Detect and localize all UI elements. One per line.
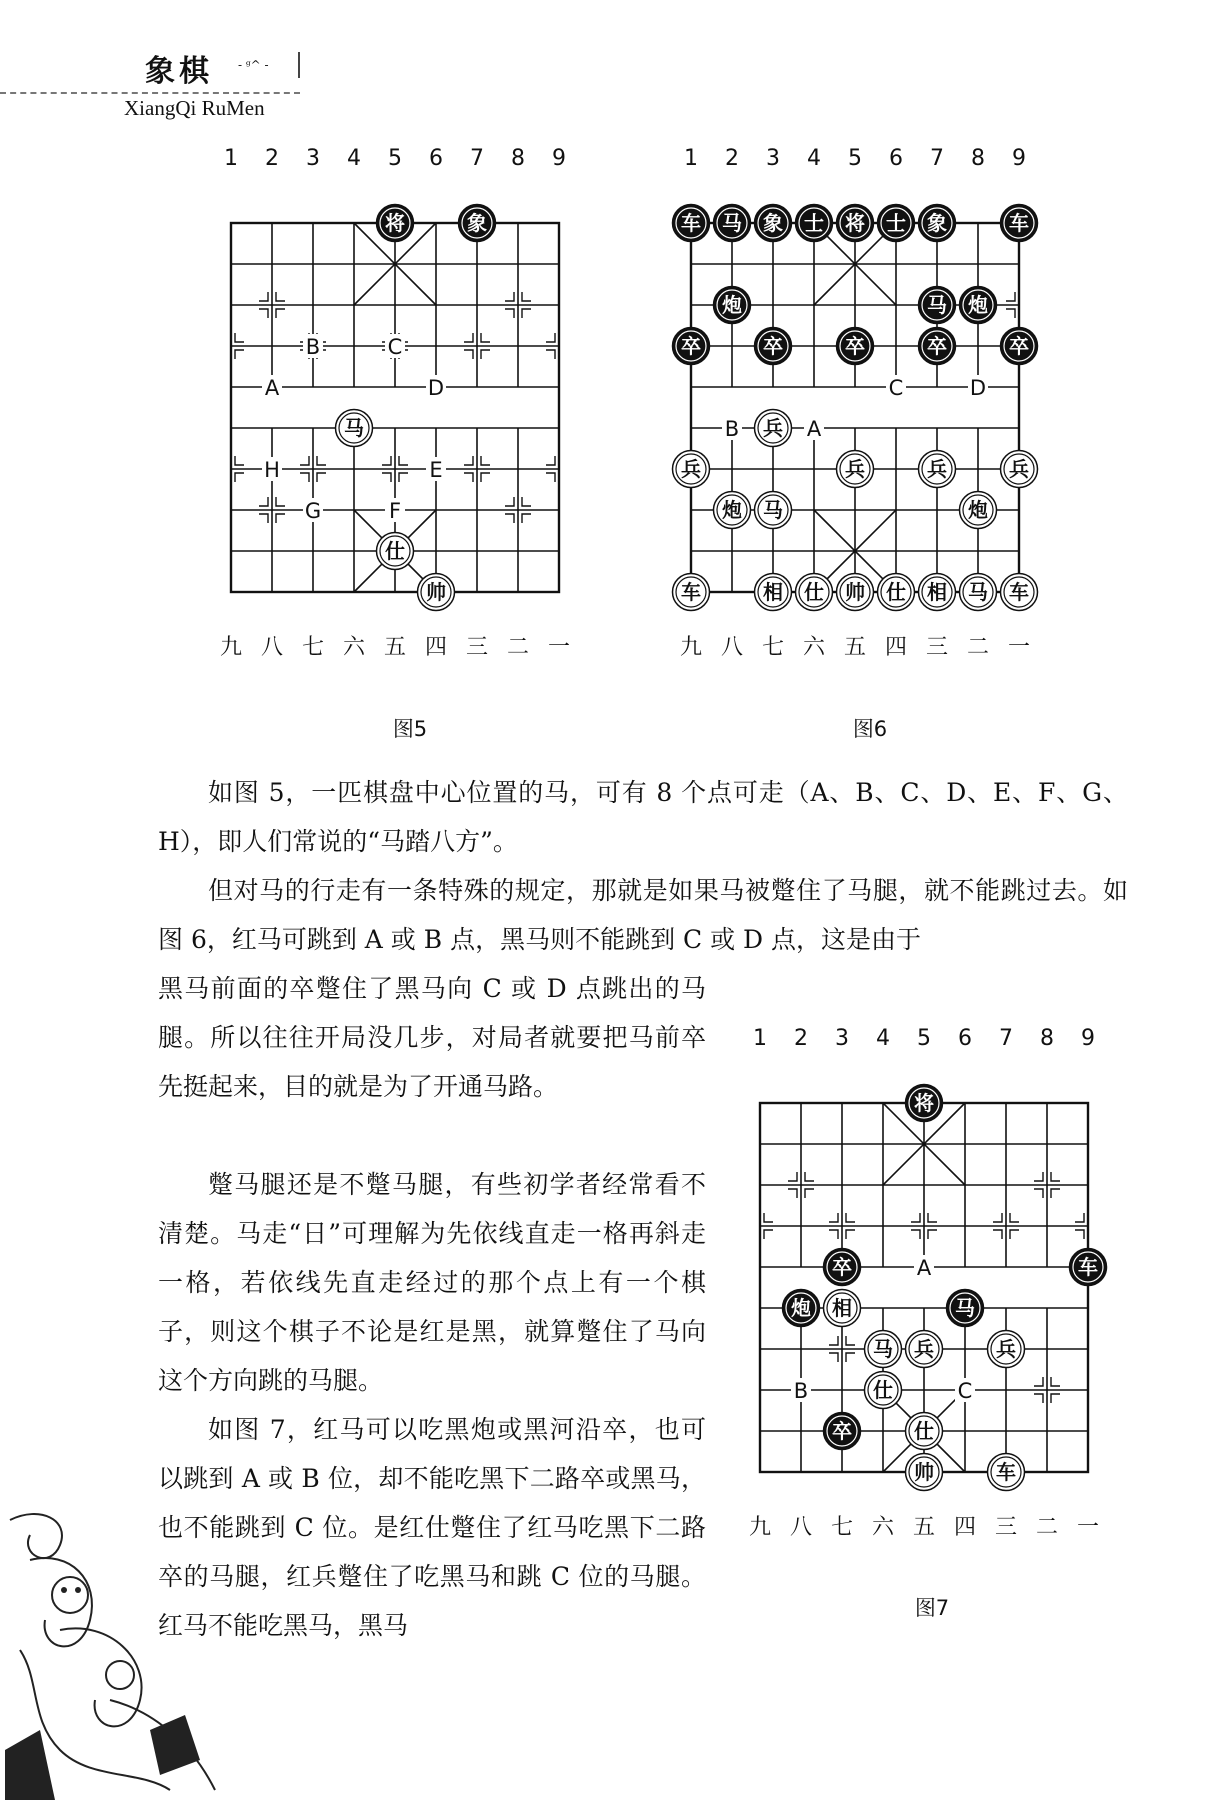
board-grid <box>691 223 1019 592</box>
piece-char: 士 <box>886 211 906 236</box>
rank-number: 九 <box>679 635 703 660</box>
black-piece <box>796 205 833 242</box>
piece-char: 象 <box>467 211 487 236</box>
rank-number: 九 <box>748 1515 772 1540</box>
red-piece <box>988 1454 1025 1491</box>
piece-char: 马 <box>873 1337 893 1362</box>
file-number: 8 <box>971 146 985 171</box>
rank-number: 三 <box>925 635 949 660</box>
piece-char: 车 <box>1078 1255 1098 1280</box>
piece-char: 相 <box>763 580 783 605</box>
red-piece <box>906 1454 943 1491</box>
file-number: 7 <box>999 1026 1013 1051</box>
red-piece <box>714 492 751 529</box>
red-piece <box>960 574 997 611</box>
rank-number: 八 <box>789 1515 813 1540</box>
black-piece <box>919 205 956 242</box>
file-number: 7 <box>470 146 484 171</box>
piece-char: 帅 <box>845 580 865 605</box>
red-piece <box>865 1372 902 1409</box>
black-piece <box>377 205 414 242</box>
rank-number: 七 <box>301 635 325 660</box>
file-number: 6 <box>958 1026 972 1051</box>
piece-char: 仕 <box>886 580 906 605</box>
rank-number: 六 <box>802 635 826 660</box>
rank-number: 一 <box>1007 635 1031 660</box>
piece-char: 将 <box>385 211 405 236</box>
black-piece <box>837 205 874 242</box>
piece-char: 将 <box>914 1091 934 1116</box>
black-piece <box>783 1290 820 1327</box>
piece-char: 士 <box>804 211 824 236</box>
piece-char: 兵 <box>996 1337 1016 1362</box>
piece-char: 兵 <box>845 457 865 482</box>
figure-7-caption: 图7 <box>914 1596 950 1620</box>
rank-number: 六 <box>342 635 366 660</box>
file-number: 1 <box>684 146 698 171</box>
point-label: B <box>305 335 321 359</box>
file-number: 5 <box>388 146 402 171</box>
piece-char: 兵 <box>914 1337 934 1362</box>
rank-number: 一 <box>547 635 571 660</box>
point-label: A <box>916 1256 932 1280</box>
file-number: 8 <box>511 146 525 171</box>
point-label: D <box>427 376 445 400</box>
red-piece <box>824 1290 861 1327</box>
piece-char: 将 <box>845 211 865 236</box>
point-label: F <box>388 499 402 523</box>
running-header <box>0 40 330 130</box>
file-number: 7 <box>930 146 944 171</box>
red-piece <box>755 492 792 529</box>
figure-5-board <box>205 146 585 660</box>
board-diagram <box>665 146 1045 660</box>
point-label: G <box>304 499 322 523</box>
piece-char: 车 <box>1009 211 1029 236</box>
piece-char: 马 <box>955 1296 975 1321</box>
file-number: 9 <box>1081 1026 1095 1051</box>
black-piece <box>919 328 956 365</box>
file-number: 6 <box>429 146 443 171</box>
point-label: C <box>957 1379 973 1403</box>
point-label: C <box>387 335 403 359</box>
red-piece <box>919 574 956 611</box>
paragraph: 黑马前面的卒蹩住了黑马向 C 或 D 点跳出的马腿。所以往往开局没几步，对局者就要把马前卒先挺起来，目的就是为了开通马路。 <box>158 974 706 1101</box>
figure-5-caption: 图5 <box>392 717 428 741</box>
corner-illustration <box>0 1500 240 1800</box>
black-piece <box>714 287 751 324</box>
header-title: 象棋 <box>145 54 213 89</box>
rank-number: 四 <box>884 635 908 660</box>
piece-char: 象 <box>927 211 947 236</box>
point-label: D <box>969 376 987 400</box>
file-number: 5 <box>917 1026 931 1051</box>
piece-char: 卒 <box>845 334 865 359</box>
piece-char: 车 <box>996 1460 1016 1485</box>
red-piece <box>673 574 710 611</box>
red-piece <box>1001 574 1038 611</box>
file-number: 8 <box>1040 1026 1054 1051</box>
black-piece <box>824 1413 861 1450</box>
rank-number: 二 <box>1035 1515 1059 1540</box>
piece-char: 马 <box>763 498 783 523</box>
piece-char: 卒 <box>832 1419 852 1444</box>
piece-char: 炮 <box>722 498 742 523</box>
red-piece <box>418 574 455 611</box>
header-subtitle: XiangQi RuMen <box>124 96 265 120</box>
piece-char: 仕 <box>914 1419 934 1444</box>
piece-char: 兵 <box>927 457 947 482</box>
piece-char: 兵 <box>1009 457 1029 482</box>
file-number: 3 <box>766 146 780 171</box>
paragraph: 蹩马腿还是不蹩马腿，有些初学者经常看不清楚。马走“日”可理解为先依线直走一格再斜走一格，若依线先直走经过的那个点上有一个棋子，则这个棋子不论是红是黑，就算蹩住了马向这个方向跳的马腿。 <box>158 1170 706 1395</box>
piece-char: 马 <box>722 211 742 236</box>
piece-char: 仕 <box>385 539 405 564</box>
rank-number: 四 <box>953 1515 977 1540</box>
red-piece <box>865 1331 902 1368</box>
red-piece <box>755 574 792 611</box>
figure-6-board <box>665 146 1045 660</box>
black-piece <box>906 1085 943 1122</box>
file-number: 1 <box>224 146 238 171</box>
rank-number: 九 <box>219 635 243 660</box>
piece-char: 兵 <box>681 457 701 482</box>
piece-char: 卒 <box>763 334 783 359</box>
file-number: 4 <box>876 1026 890 1051</box>
black-piece <box>1001 328 1038 365</box>
red-piece <box>906 1413 943 1450</box>
piece-char: 相 <box>927 580 947 605</box>
red-piece <box>960 492 997 529</box>
file-number: 3 <box>306 146 320 171</box>
header-tick <box>298 52 300 78</box>
point-label: B <box>724 417 740 441</box>
red-piece <box>336 410 373 447</box>
piece-char: 车 <box>1009 580 1029 605</box>
piece-char: 卒 <box>681 334 701 359</box>
file-number: 2 <box>265 146 279 171</box>
rank-number: 七 <box>830 1515 854 1540</box>
red-piece <box>673 451 710 488</box>
file-number: 2 <box>725 146 739 171</box>
rank-number: 一 <box>1076 1515 1100 1540</box>
file-number: 2 <box>794 1026 808 1051</box>
file-number: 9 <box>1012 146 1026 171</box>
red-piece <box>1001 451 1038 488</box>
black-piece <box>947 1290 984 1327</box>
point-label: B <box>793 1379 809 1403</box>
board-diagram <box>734 1026 1114 1540</box>
point-label: C <box>888 376 904 400</box>
point-label: A <box>806 417 822 441</box>
black-piece <box>714 205 751 242</box>
black-piece <box>824 1249 861 1286</box>
black-piece <box>960 287 997 324</box>
black-piece <box>673 205 710 242</box>
piece-char: 帅 <box>914 1460 934 1485</box>
rank-number: 六 <box>871 1515 895 1540</box>
piece-char: 车 <box>681 211 701 236</box>
point-label: H <box>264 458 280 482</box>
red-piece <box>906 1331 943 1368</box>
black-piece <box>878 205 915 242</box>
rank-number: 三 <box>994 1515 1018 1540</box>
rank-number: 八 <box>260 635 284 660</box>
piece-char: 仕 <box>873 1378 893 1403</box>
black-piece <box>1001 205 1038 242</box>
piece-char: 车 <box>681 580 701 605</box>
file-number: 9 <box>552 146 566 171</box>
piece-char: 炮 <box>968 498 988 523</box>
piece-char: 卒 <box>1009 334 1029 359</box>
red-piece <box>837 574 874 611</box>
rank-number: 四 <box>424 635 448 660</box>
black-piece <box>837 328 874 365</box>
red-piece <box>878 574 915 611</box>
red-piece <box>377 533 414 570</box>
piece-char: 马 <box>344 416 364 441</box>
black-piece <box>755 205 792 242</box>
piece-char: 兵 <box>763 416 783 441</box>
header-ornament: - ᵍ^ - <box>238 58 269 72</box>
figure-6-caption: 图6 <box>852 717 888 741</box>
piece-char: 象 <box>763 211 783 236</box>
rank-number: 二 <box>966 635 990 660</box>
piece-char: 炮 <box>791 1296 811 1321</box>
red-piece <box>919 451 956 488</box>
rank-number: 八 <box>720 635 744 660</box>
board-diagram <box>205 146 585 660</box>
black-piece <box>919 287 956 324</box>
position-marks <box>719 292 1015 523</box>
file-number: 3 <box>835 1026 849 1051</box>
rank-number: 七 <box>761 635 785 660</box>
black-piece <box>459 205 496 242</box>
file-number: 4 <box>347 146 361 171</box>
rank-number: 二 <box>506 635 530 660</box>
figure-7-board <box>734 1026 1114 1540</box>
red-piece <box>837 451 874 488</box>
file-number: 1 <box>753 1026 767 1051</box>
piece-char: 仕 <box>804 580 824 605</box>
piece-char: 卒 <box>927 334 947 359</box>
red-piece <box>988 1331 1025 1368</box>
point-label: E <box>429 458 443 482</box>
piece-char: 卒 <box>832 1255 852 1280</box>
file-number: 4 <box>807 146 821 171</box>
point-label: A <box>264 376 280 400</box>
rank-number: 五 <box>912 1515 936 1540</box>
paragraph: 如图 5，一匹棋盘中心位置的马，可有 8 个点可走（A、B、C、D、E、F、G、H），即人们常说的“马踏八方”。 <box>158 778 1128 856</box>
piece-char: 炮 <box>968 293 988 318</box>
rank-number: 五 <box>843 635 867 660</box>
black-piece <box>755 328 792 365</box>
rank-number: 五 <box>383 635 407 660</box>
file-number: 5 <box>848 146 862 171</box>
piece-char: 炮 <box>722 293 742 318</box>
piece-char: 相 <box>832 1296 852 1321</box>
black-piece <box>673 328 710 365</box>
red-piece <box>796 574 833 611</box>
header-dashed-rule <box>0 92 300 94</box>
red-piece <box>755 410 792 447</box>
piece-char: 马 <box>968 580 988 605</box>
piece-char: 帅 <box>426 580 446 605</box>
paragraph: 但对马的行走有一条特殊的规定，那就是如果马被蹩住了马腿，就不能跳过去。如图 6，红马可跳到 A 或 B 点，黑马则不能跳到 C 或 D 点，这是由于 <box>158 876 1128 954</box>
piece-char: 马 <box>927 293 947 318</box>
black-piece <box>1070 1249 1107 1286</box>
paragraph: 如图 7，红马可以吃黑炮或黑河沿卒，也可以跳到 A 或 B 位，却不能吃黑下二路卒或黑马，也不能跳到 C 位。是红仕蹩住了红马吃黑下二路卒的马腿，红兵蹩住了吃黑马和跳 C 位的马腿。红马不能吃黑马，黑马 <box>158 1415 706 1640</box>
file-number: 6 <box>889 146 903 171</box>
rank-number: 三 <box>465 635 489 660</box>
